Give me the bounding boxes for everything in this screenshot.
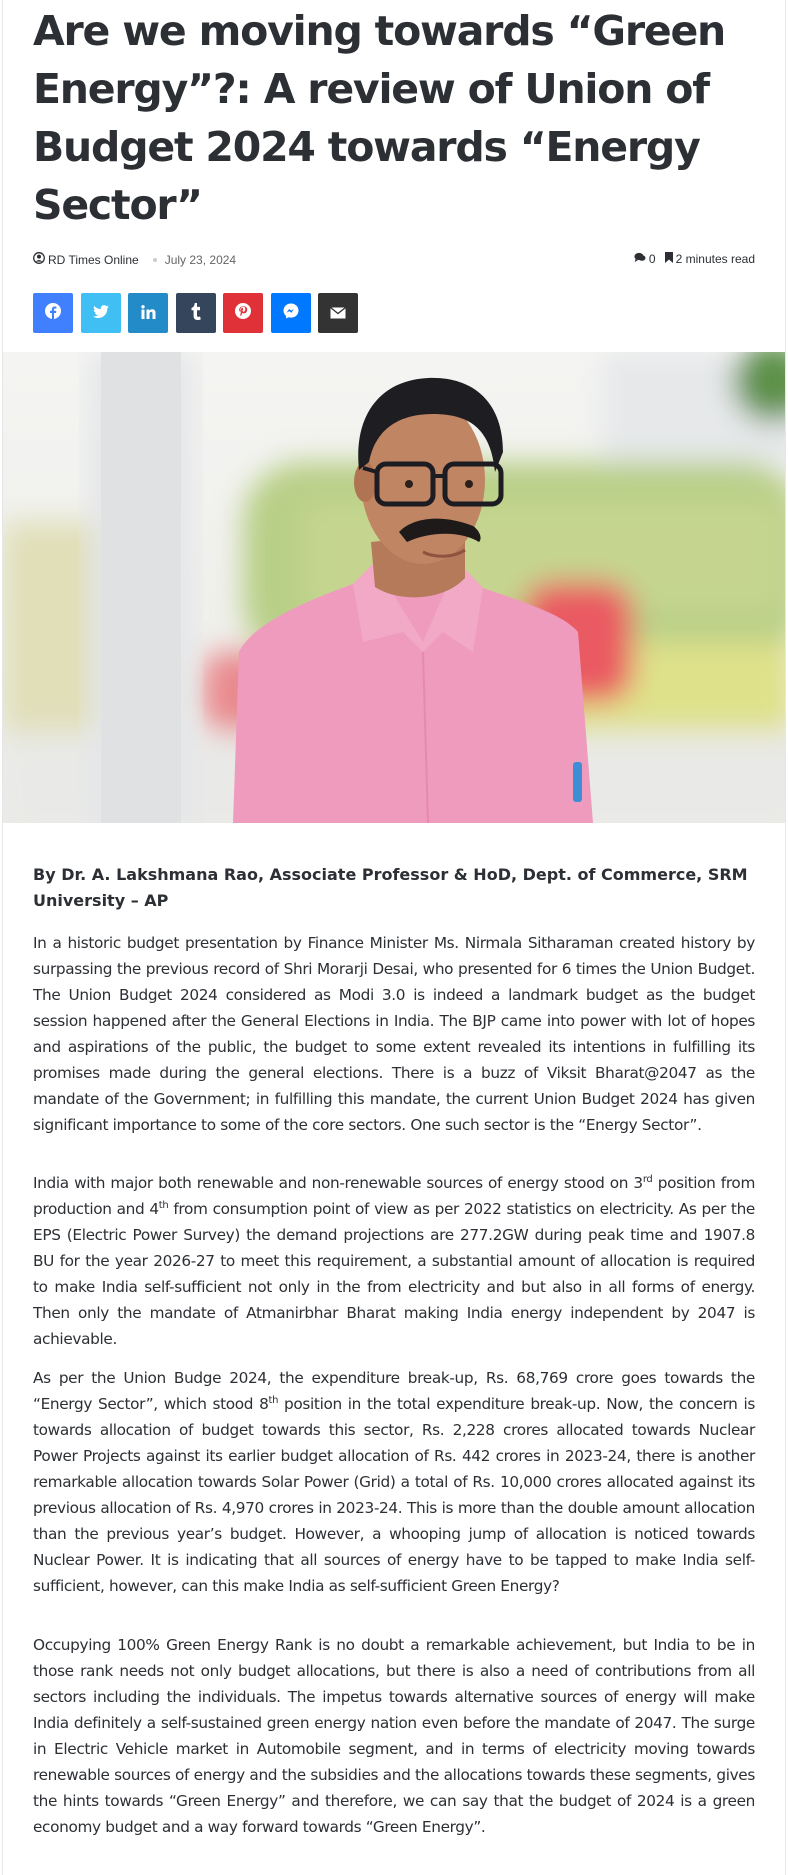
share-facebook-button[interactable] [33, 293, 73, 333]
post-meta [33, 250, 755, 270]
user-icon [33, 252, 45, 267]
share-twitter-button[interactable] [81, 293, 121, 333]
pinterest-icon [235, 303, 251, 323]
share-messenger-button[interactable] [271, 293, 311, 333]
bookmark-icon [665, 252, 673, 266]
comments-icon[interactable] [634, 252, 646, 266]
meta-separator [153, 258, 157, 262]
share-pinterest-button[interactable] [223, 293, 263, 333]
share-linkedin-button[interactable] [128, 293, 168, 333]
superscript-th: th [268, 1394, 279, 1406]
featured-image [3, 352, 785, 823]
paragraph-3 [33, 1365, 755, 1599]
share-tumblr-button[interactable] [176, 293, 216, 333]
byline-author: Dr. A. Lakshmana Rao, Associate Professor & HoD, Dept. of Commerce, SRM University – AP [33, 865, 748, 910]
linkedin-icon [141, 304, 156, 323]
twitter-icon [93, 304, 109, 323]
byline-prefix: By [33, 865, 56, 884]
article-byline [33, 862, 755, 914]
paragraph-2-text: position from production and 4 [33, 1174, 755, 1218]
share-email-button[interactable] [318, 293, 358, 333]
paragraph-4: Occupying 100% Green Energy Rank is no doubt a remarkable achievement, but India to be in those rank needs not only budget allocations, but there is also a need of contributions from all sectors including the individuals. The impetus towards alternative sources of energy will make India definitely a self-sustained green energy nation even before the mandate of 2047. The surge in Electric Vehicle market in Automobile segment, and in terms of electricity moving towards renewable sources of energy and the subsidies and the allocations towards these segments, gives the hints towards “Green Energy” and therefore, we can say that the budget of 2024 is a green economy budget and a way forward towards “Green Energy”. [33, 1636, 755, 1836]
paragraph-3-text: As per the Union Budge 2024, the expenditure break-up, Rs. 68,769 crore goes towards the “Energy Sector”, which stood 8 [33, 1369, 755, 1413]
paragraph-3-text: position in the total expenditure break-up. Now, the concern is towards allocation of budget towards this sector, Rs. 2,228 crores allocated towards Nuclear Power Projects against its earlier budget allocation of Rs. 442 crores in 2023-24, there is another remarkable allocation towards Solar Power (Grid) a total of Rs. 10,000 crores allocated against its previous allocation of Rs. 4,970 crores in 2023-24. This is more than the double amount allocation than the previous year’s budget. However, a whooping jump of allocation is noticed towards Nuclear Power. It is indicating that all sources of energy have to be tapped to make India self-sufficient, however, can this make India as self-sufficient Green Energy? [33, 1395, 755, 1595]
paragraph-2 [33, 1170, 755, 1352]
facebook-icon [45, 303, 61, 323]
superscript-th: th [158, 1199, 169, 1211]
paragraph-2-text: India with major both renewable and non-renewable sources of energy stood on 3 [33, 1174, 643, 1192]
read-time: 2 minutes read [675, 252, 755, 266]
superscript-rd: rd [642, 1173, 653, 1185]
messenger-icon [283, 303, 299, 323]
article-title: Are we moving towards “Green Energy”?: A review of Union of Budget 2024 towards “Energy Sector” [33, 7, 726, 229]
paragraph-1: In a historic budget presentation by Finance Minister Ms. Nirmala Sitharaman created history by surpassing the previous record of Shri Morarji Desai, who presented for 6 times the Union Budget. The Union Budget 2024 considered as Modi 3.0 is indeed a landmark budget as the budget session happened after the General Elections in India. The BJP came into power with lot of hopes and aspirations of the public, the budget to some extent revealed its intentions in fulfilling its promises made during the general elections. There is a buzz of Viksit Bharat@2047 as the mandate of the Government; in fulfilling this mandate, the current Union Budget 2024 has given significant importance to some of the core sectors. One such sector is the “Energy Sector”. [33, 934, 755, 1134]
paragraph-2-text: from consumption point of view as per 2022 statistics on electricity. As per the EPS (Electric Power Survey) the demand projections are 277.2GW during peak time and 1907.8 BU for the year 2026-27 to meet this requirement, a substantial amount of allocation is required to make India self-sufficient not only in the from electricity and but also in all forms of energy. Then only the mandate of Atmanirbhar Bharat making India energy independent by 2047 is achievable. [33, 1200, 755, 1348]
envelope-icon [330, 304, 346, 323]
tumblr-icon [191, 303, 201, 324]
comments-count[interactable]: 0 [648, 252, 656, 266]
post-date: July 23, 2024 [164, 252, 237, 267]
share-buttons [33, 293, 366, 333]
author-link[interactable]: RD Times Online [48, 252, 139, 267]
